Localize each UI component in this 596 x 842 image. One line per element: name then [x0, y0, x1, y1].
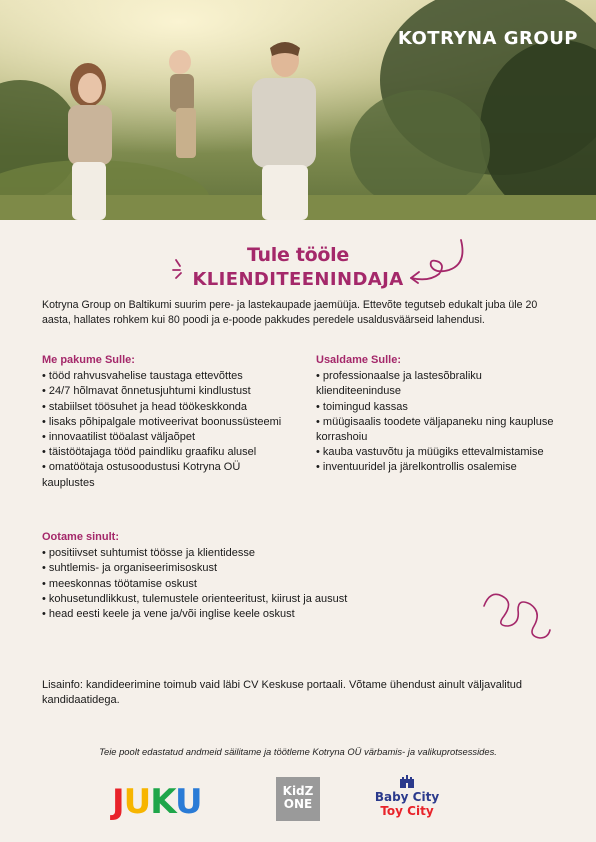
list-item: • meeskonnas töötamise oskust — [42, 577, 197, 590]
juku-letter: K — [150, 782, 176, 822]
squiggle-decoration — [480, 586, 552, 644]
list-item: • inventuuridel ja järelkontrollis osalemise — [316, 461, 517, 474]
kidzone-logo — [276, 777, 320, 821]
list-item: • kohusetundlikkust, tulemustele orienteeritust, kiirust ja ausust — [42, 592, 348, 605]
babycity-line-1: Baby City — [374, 790, 440, 804]
title-line-1: Tule tööle — [246, 244, 349, 266]
offer-list — [42, 369, 287, 491]
juku-letter: U — [175, 782, 202, 822]
list-item: • head eesti keele ja vene ja/või inglise keele oskust — [42, 608, 295, 621]
offer-heading: Me pakume Sulle: — [42, 354, 135, 366]
list-item: • lisaks põhipalgale motiveerivat boonussüsteemi — [42, 415, 282, 428]
list-item: • täistöötajaga tööd paindliku graafiku alusel — [42, 446, 257, 459]
list-item: • innovaatilist tööalast väljaõpet — [42, 431, 196, 444]
kidzone-line-2: ONE — [283, 797, 313, 811]
list-item: • kauba vastuvõtu ja müügiks ettevalmistamise — [316, 446, 544, 459]
list-item: • tööd rahvusvahelise taustaga ettevõttes — [42, 370, 243, 383]
additional-info: Lisainfo: kandideerimine toimub vaid läbi CV Keskuse portaali. Võtame ühendust ainult väljavalitud kandidaatidega. — [42, 679, 522, 706]
privacy-footnote: Teie poolt edastatud andmeid säilitame ja töötleme Kotryna OÜ värbamis- ja valikuprotsessides. — [99, 746, 497, 757]
expect-heading: Ootame sinult: — [42, 531, 120, 543]
trust-heading: Usaldame Sulle: — [316, 354, 401, 366]
juku-letter: J — [112, 782, 124, 822]
juku-letter: U — [123, 782, 151, 822]
list-item: • müügisaalis toodete väljapaneku ning kaupluse korrashoiu — [316, 415, 554, 444]
list-item: • stabiilset töösuhet ja head töökeskkonda — [42, 400, 248, 413]
kidzone-line-1: KidZ — [282, 784, 314, 798]
brand-logo: KOTRYNA GROUP — [397, 28, 578, 49]
juku-logo — [112, 782, 202, 822]
babycity-logo — [372, 774, 442, 818]
list-item: • 24/7 hõlmavat õnnetusjuhtumi kindlustust — [42, 385, 251, 398]
babycity-line-2: Toy City — [380, 804, 434, 818]
sparkle-decoration — [172, 258, 196, 280]
list-item: • suhtlemis- ja organiseerimisoskust — [42, 562, 218, 575]
offer-section — [42, 353, 287, 491]
list-item: • professionaalse ja lastesõbraliku klienditeeninduse — [316, 370, 482, 398]
expect-list — [42, 546, 462, 622]
company-intro: Kotryna Group on Baltikumi suurim pere- ja lastekaupade jaemüüja. Ettevõte tegutseb edukalt juba üle 20 aasta, hallates rohkem kui 80 poodi ja e-poode pakkudes peredele usaldusväärseid lahendusi. — [42, 299, 538, 326]
title-line-2: KLIENDITEENINDAJA — [192, 269, 404, 290]
hero-photo — [0, 0, 596, 220]
trust-section — [316, 353, 556, 476]
curly-arrow-decoration — [405, 234, 467, 284]
expect-section — [42, 530, 462, 622]
list-item: • toimingud kassas — [316, 400, 408, 413]
page-title — [0, 244, 596, 290]
castle-icon — [398, 774, 416, 788]
list-item: • omatöötaja ostusoodustusi Kotryna OÜ kauplustes — [42, 461, 241, 489]
brand-logos — [0, 772, 596, 832]
list-item: • positiivset suhtumist töösse ja klientidesse — [42, 547, 255, 560]
trust-list — [316, 369, 556, 475]
